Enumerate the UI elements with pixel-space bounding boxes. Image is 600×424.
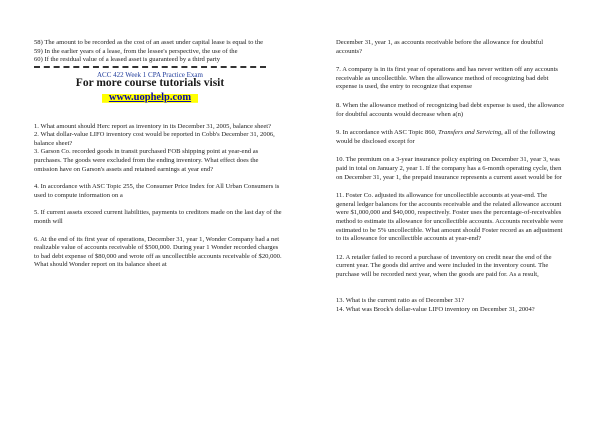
question-60: 60) If the residual value of a leased asset is guaranteed by a third party (34, 56, 221, 64)
question-12: 12. A retailer failed to record a purchase of inventory on credit near the end of the current year. The goods did arrive and were included in the inventory count. The purchase will be recorded next year, when the goods are paid for. As a result, (336, 253, 552, 278)
promo-heading: For more course tutorials visit (75, 77, 225, 90)
question-9-text-end: all of the following would be disclosed except for (336, 129, 556, 145)
question-8: 8. When the allowance method of recognizing bad debt expense is used, the allowance for doubtful accounts would decrease when a(n) (336, 101, 565, 118)
question-14: 14. What was Brock's dollar-value LIFO inventory on December 31, 2004? (336, 306, 535, 314)
question-13: 13. What is the current ratio as of December 31? (336, 297, 465, 305)
question-3: 3. Garson Co. recorded goods in transit purchased FOB shipping point at year-end as purchases. The goods were excluded from the ending inventory. What effect does the omission have on Garson's assets and retained earnings at year end? (34, 148, 259, 173)
question-5: 5. If current assets exceed current liabilities, payments to creditors made on the last day of the month will (34, 209, 282, 225)
question-4: 4. In accordance with ASC Topic 255, the Consumer Price Index for All Urban Consumers is used to compute information on a (34, 183, 280, 199)
left-column (34, 39, 282, 270)
website-link[interactable]: www.uophelp.com (34, 94, 266, 103)
question-59: 59) In the earlier years of a lease, from the lessee's perspective, the use of the (34, 47, 238, 55)
right-column (336, 39, 568, 315)
question-7: 7. A company is in its first year of operations and has never written off any accounts receivable as uncollectible. When the allowance method of recognizing bad debt expense is used, the entry to recognize that expense (336, 66, 558, 91)
question-2: 2. What dollar-value LIFO inventory cost would be reported in Cobb's December 31, 2006, balance sheet? (34, 131, 275, 147)
question-58: 58) The amount to be recorded as the cost of an asset under capital lease is equal to the (34, 39, 264, 46)
exam-title: ACC 422 Week 1 CPA Practice Exam (97, 70, 203, 79)
question-9-topic: Transfers and Servicing, (438, 129, 503, 137)
question-9-text: 9. In accordance with ASC Topic 860, (336, 129, 439, 137)
question-6: 6. At the end of its first year of operations, December 31, year 1, Wonder Company had a net realizable value of accounts receivable of $500,000. During year 1 Wonder recorded charges to bad debt expense of $80,000 and wrote off as uncollectible accounts receivable of $20,000. What should Wonder report on its balance sheet at (34, 235, 282, 269)
question-9 (336, 129, 568, 146)
question-1: 1. What amount should Herc report as inventory in its December 31, 2005, balance sheet? (34, 122, 271, 130)
question-6-continued: December 31, year 1, as accounts receivable before the allowance for doubtful accounts? (336, 39, 544, 55)
question-11: 11. Foster Co. adjusted its allowance for uncollectible accounts at year-end. The general ledger balances for the accounts receivable and the related allowance account were $1,000,000 and $40,000, respectively. Foster uses the percentage-of-receivables method to estimate its allowance for uncollectible accounts. Accounts receivable were estimated to be 5% uncollectible. What amount should Foster record as an adjustment to its allowance for uncollectible accounts at year-end? (336, 192, 564, 243)
question-10: 10. The premium on a 3-year insurance policy expiring on December 31, year 3, was paid in total on January 2, year 1. If the company has a 6-month operating cycle, then on December 31, year 1, the prepaid insurance represents a current asset would be for (336, 156, 562, 181)
